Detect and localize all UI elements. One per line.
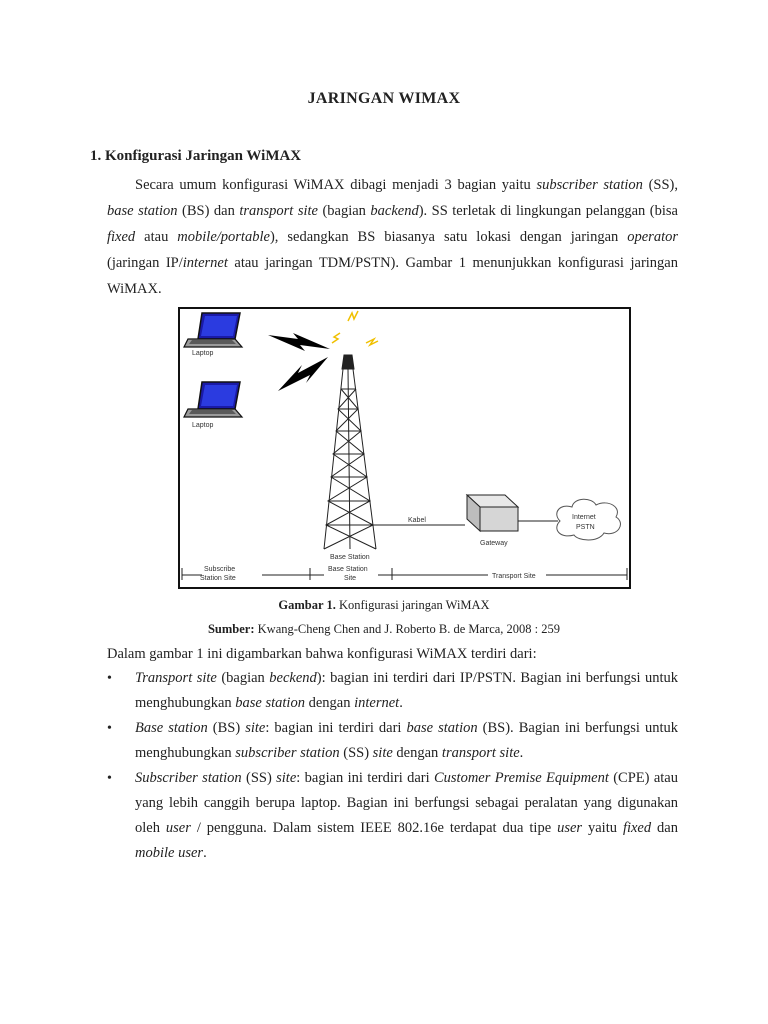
wireless-signal-icon [278, 357, 328, 391]
list-item [107, 716, 678, 766]
caption-text: Konfigurasi jaringan WiMAX [335, 598, 490, 612]
bullet-icon: • [107, 721, 112, 736]
segment-label-transport-site: Transport Site [492, 573, 536, 580]
config-list [107, 666, 678, 866]
laptop-label-1: Laptop [192, 350, 214, 357]
site-segment-bar [182, 568, 627, 580]
list-item-text: Subscriber station (SS) site: bagian ini terdiri dari Customer Premise Equipment (CPE) atau yang lebih canggih berupa laptop. Bagian ini berfungsi sebagai peralatan yang digunakan oleh user / pengguna. Dalam sistem IEEE 802.16e terdapat dua tipe user yaitu fixed dan mobile user. [135, 770, 678, 861]
list-item [107, 766, 678, 866]
section-heading: 1. Konfigurasi Jaringan WiMAX [90, 148, 302, 164]
source-bold: Sumber: [207, 622, 255, 636]
cloud-label-pstn: PSTN [576, 524, 595, 531]
segment-label-subscribe: Subscribe [204, 566, 236, 573]
base-station-tower [324, 355, 376, 549]
list-item-text: Base station (BS) site: bagian ini terdiri dari base station (BS). Bagian ini berfungsi untuk menghubungkan subscriber station (SS) site dengan transport site. [135, 720, 678, 761]
page-title: JARINGAN WIMAX [307, 90, 461, 107]
gateway-icon [467, 495, 518, 531]
bullet-icon: • [107, 771, 112, 786]
segment-label-station-site: Station Site [200, 575, 236, 582]
figure-caption [0, 598, 768, 613]
list-intro: Dalam gambar 1 ini digambarkan bahwa konfigurasi WiMAX terdiri dari: [107, 646, 537, 662]
list-item-text: Transport site (bagian beckend): bagian ini terdiri dari IP/PSTN. Bagian ini berfungsi untuk menghubungkan base station dengan internet. [135, 670, 679, 711]
source-text: Kwang-Cheng Chen and J. Roberto B. de Marca, 2008 : 259 [254, 622, 561, 636]
network-diagram [180, 309, 629, 587]
base-station-label: Base Station [330, 554, 370, 561]
antenna-signal-icon [332, 311, 378, 345]
cloud-label-internet: Internet [572, 514, 596, 521]
laptop-icon [184, 382, 242, 429]
caption-bold: Gambar 1. [278, 598, 336, 612]
wimax-configuration-figure [178, 307, 631, 589]
list-item [107, 666, 678, 716]
laptop-icon [184, 313, 242, 357]
gateway-label: Gateway [480, 540, 508, 547]
wireless-signal-icon [268, 333, 330, 351]
cable-label: Kabel [408, 517, 426, 524]
intro-paragraph: Secara umum konfigurasi WiMAX dibagi menjadi 3 bagian yaitu subscriber station (SS), base station (BS) dan transport site (bagian backend). SS terletak di lingkungan pelanggan (bisa fixed atau mobile/portable), sedangkan BS biasanya satu lokasi dengan jaringan operator (jaringan IP/internet atau jaringan TDM/PSTN). Gambar 1 menunjukkan konfigurasi jaringan WiMAX. [107, 177, 678, 297]
laptop-label-2: Laptop [192, 422, 214, 429]
segment-label-base-station: Base Station [328, 566, 368, 573]
segment-label-site: Site [344, 575, 357, 582]
figure-source [0, 622, 768, 637]
bullet-icon: • [107, 671, 112, 686]
